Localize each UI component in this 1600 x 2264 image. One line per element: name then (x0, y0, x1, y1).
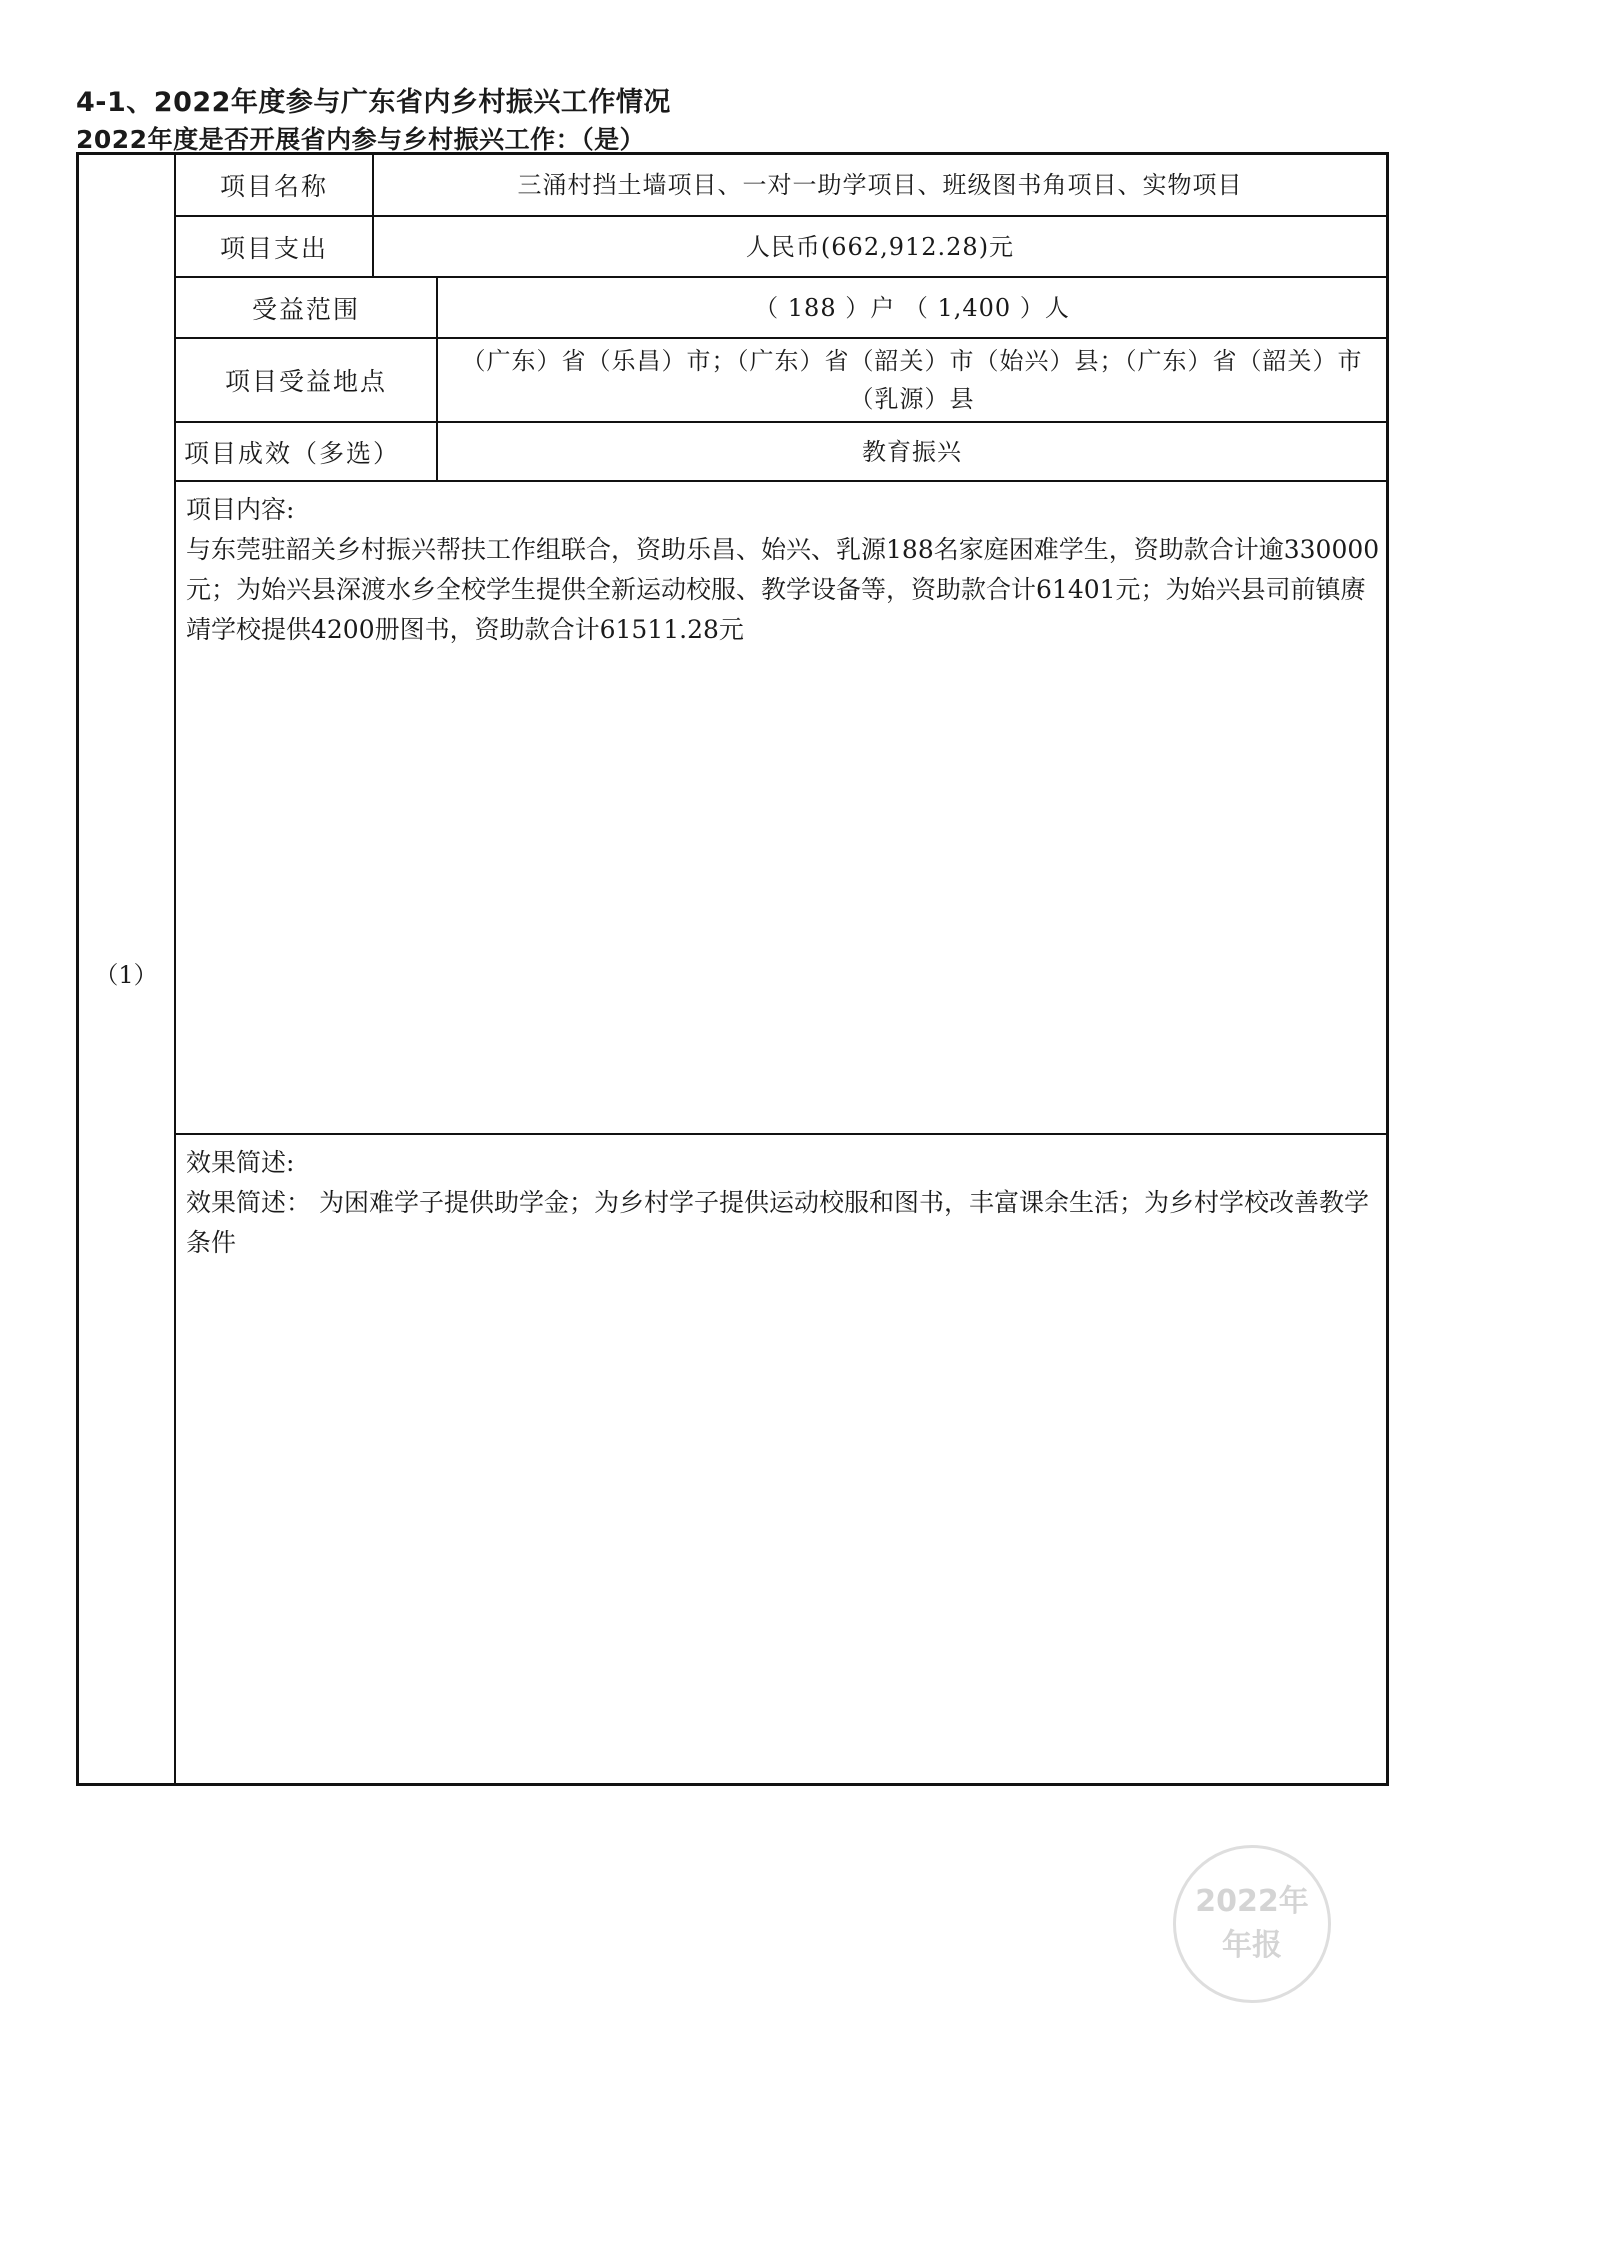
project-content-label: 项目内容: (186, 495, 295, 524)
beneficiary-scope-label: 受益范围 (251, 294, 360, 324)
beneficiary-location-value: （广东）省（乐昌）市；（广东）省（韶关）市（始兴）县；（广东）省（韶关）市（乳源）县 (461, 347, 1363, 413)
page-title: 4-1、2022年度参与广东省内乡村振兴工作情况 (76, 87, 671, 118)
effect-summary-section (176, 1135, 1389, 1783)
page-subtitle: 2022年度是否开展省内参与乡村振兴工作：（是） (76, 125, 646, 154)
stamp-line-report: 年报 (1222, 1928, 1282, 1963)
stamp-line-year: 2022年 (1195, 1884, 1309, 1919)
beneficiary-scope-value: （ 188 ）户 （ 1,400 ）人 (754, 293, 1070, 322)
project-name-value: 三涌村挡土墙项目、一对一助学项目、班级图书角项目、实物项目 (517, 170, 1243, 199)
project-content-section (176, 482, 1389, 1133)
project-expense-value: 人民币(662,912.28)元 (745, 232, 1015, 261)
project-content-text: 与东莞驻韶关乡村振兴帮扶工作组联合，资助乐昌、始兴、乳源188名家庭困难学生，资助款合计逾330000元；为始兴县深渡水乡全校学生提供全新运动校服、教学设备等，资助款合计61401元；为始兴县司前镇赓靖学校提供4200册图书，资助款合计61511.28元 (186, 535, 1380, 644)
project-effect-value: 教育振兴 (862, 437, 962, 466)
effect-summary-label: 效果简述: (186, 1148, 295, 1177)
project-expense-label: 项目支出 (219, 233, 328, 263)
effect-summary-text: 效果简述： 为困难学子提供助学金；为乡村学子提供运动校服和图书，丰富课余生活；为乡村学校改善教学条件 (186, 1188, 1369, 1257)
project-name-label: 项目名称 (219, 171, 328, 201)
project-index: （1） (94, 961, 158, 989)
project-effect-label: 项目成效（多选） (184, 438, 401, 468)
beneficiary-location-label: 项目受益地点 (224, 367, 387, 396)
annual-report-stamp (1173, 1845, 1331, 2003)
